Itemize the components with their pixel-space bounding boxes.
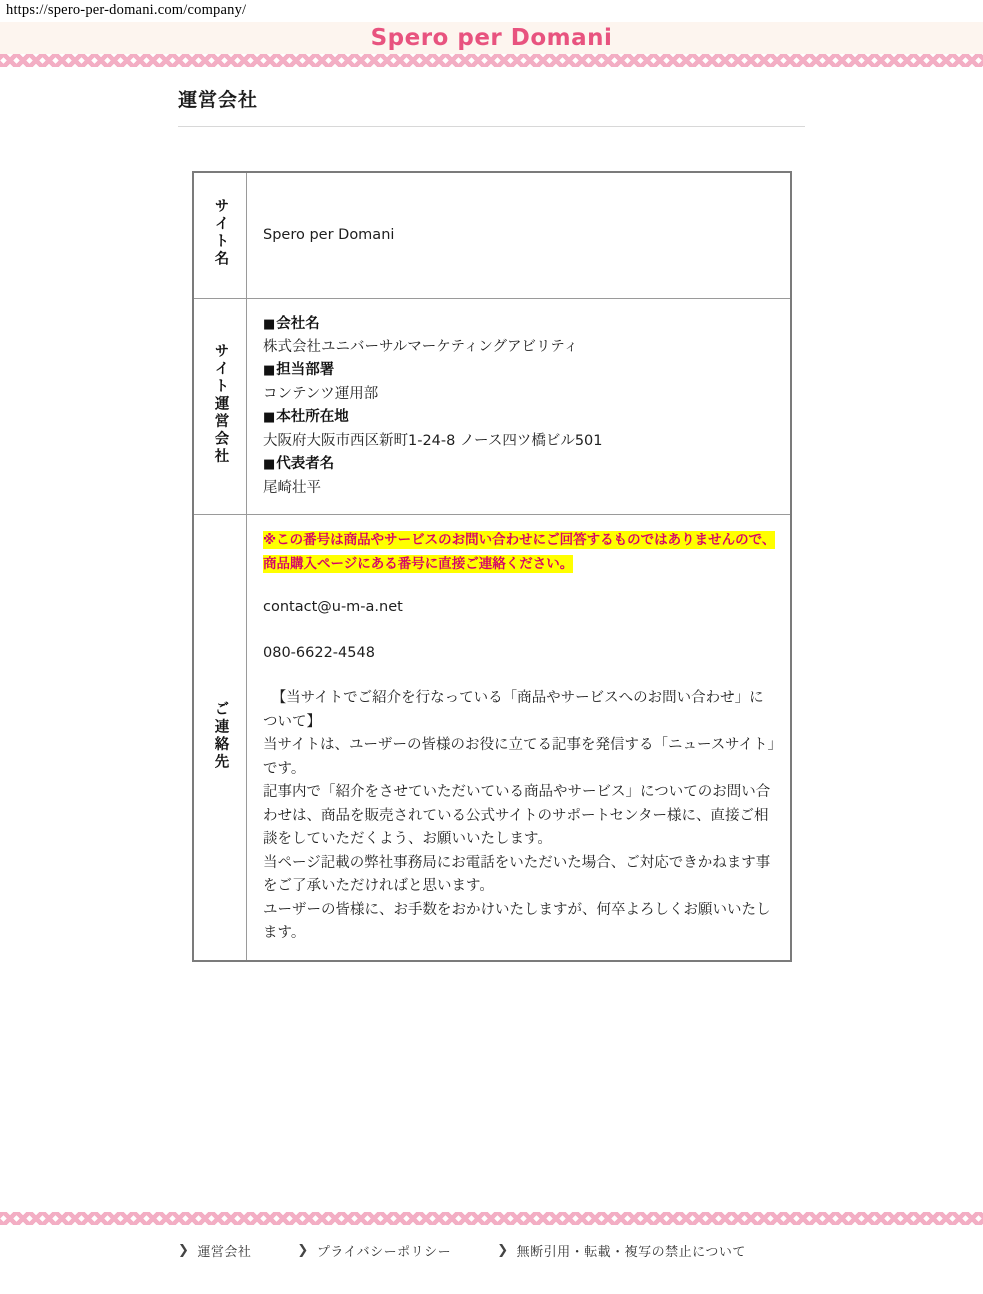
decorative-zigzag-bottom [0, 1212, 983, 1225]
row-label-text: サイト運営会社 [212, 343, 229, 466]
decorative-zigzag-top [0, 54, 983, 67]
contact-paragraph: ユーザーの皆様に、お手数をおかけいたしますが、何卒よろしくお願いいたします。 [263, 901, 771, 942]
chevron-right-icon: ❯ [297, 1242, 309, 1258]
table-row [193, 515, 791, 961]
table-row [193, 172, 791, 298]
browser-url-bar[interactable] [0, 0, 983, 22]
page-title: 運営会社 [178, 89, 259, 111]
content-bottom-spacer [0, 962, 983, 1212]
footer-link-label: 無断引用・転載・複写の禁止について [516, 1244, 746, 1260]
contact-phone: 080-6622-4548 [263, 644, 375, 661]
contact-notice-highlight: ※この番号は商品やサービスのお問い合わせにご回答するものではありませんので、商品購入ページにある番号に直接ご連絡ください。 [263, 532, 776, 572]
block-title-department: ■ 担当部署 [263, 359, 776, 382]
company-info-table [192, 171, 792, 962]
site-name-value: Spero per Domani [263, 226, 395, 243]
footer-link-label: 運営会社 [197, 1244, 252, 1260]
block-value-address: 大阪府大阪市西区新町1-24-8 ノース四ツ橋ビル501 [263, 432, 603, 449]
contact-paragraph: 当ページ記載の弊社事務局にお電話をいただいた場合、ご対応できかねます事をご了承いただければと思います。 [263, 854, 771, 895]
contact-notice-wrapper [263, 529, 776, 576]
heading-divider [178, 126, 805, 127]
chevron-right-icon: ❯ [497, 1242, 509, 1258]
row-value-operating-company [247, 298, 791, 515]
block-title-address: ■ 本社所在地 [263, 406, 776, 429]
block-value-company-name: 株式会社ユニバーサルマーケティングアビリティ [263, 338, 579, 355]
block-value-representative: 尾崎壮平 [263, 479, 321, 496]
row-label-contact [193, 515, 247, 961]
contact-description [263, 687, 776, 945]
contact-paragraph: 当サイトは、ユーザーの皆様のお役に立てる記事を発信する「ニュースサイト」です。 [263, 737, 775, 777]
contact-paragraph: 【当サイトでご紹介を行なっている「商品やサービスへのお問い合わせ」について】 [263, 690, 764, 730]
row-label-site-name [193, 172, 247, 298]
footer-link-company[interactable] [178, 1241, 251, 1260]
row-label-operating-company [193, 298, 247, 515]
contact-email[interactable]: contact@u-m-a.net [263, 599, 403, 616]
site-title[interactable]: Spero per Domani [370, 25, 613, 51]
block-title-representative: ■ 代表者名 [263, 453, 776, 476]
row-label-text: サイト名 [212, 198, 229, 269]
footer-link-copyright-notice[interactable] [497, 1241, 746, 1260]
main-content [0, 85, 983, 1212]
row-value-site-name [247, 172, 791, 298]
contact-paragraph: 記事内で「紹介をさせていただいている商品やサービス」についてのお問い合わせは、商品を販売されている公式サイトのサポートセンター様に、直接ご相談をしていただくよう、お願いいたします。 [263, 784, 771, 848]
table-row [193, 298, 791, 515]
block-value-department: コンテンツ運用部 [263, 385, 379, 402]
row-value-contact [247, 515, 791, 961]
chevron-right-icon: ❯ [178, 1242, 190, 1258]
row-label-text: ご連絡先 [212, 700, 229, 771]
block-title-company-name: ■ 会社名 [263, 313, 776, 336]
footer-link-label: プライバシーポリシー [316, 1244, 452, 1260]
footer-link-privacy-policy[interactable] [297, 1241, 451, 1260]
url-text: https://spero-per-domani.com/company/ [6, 2, 247, 18]
footer-nav [0, 1225, 983, 1260]
site-header [0, 22, 983, 54]
